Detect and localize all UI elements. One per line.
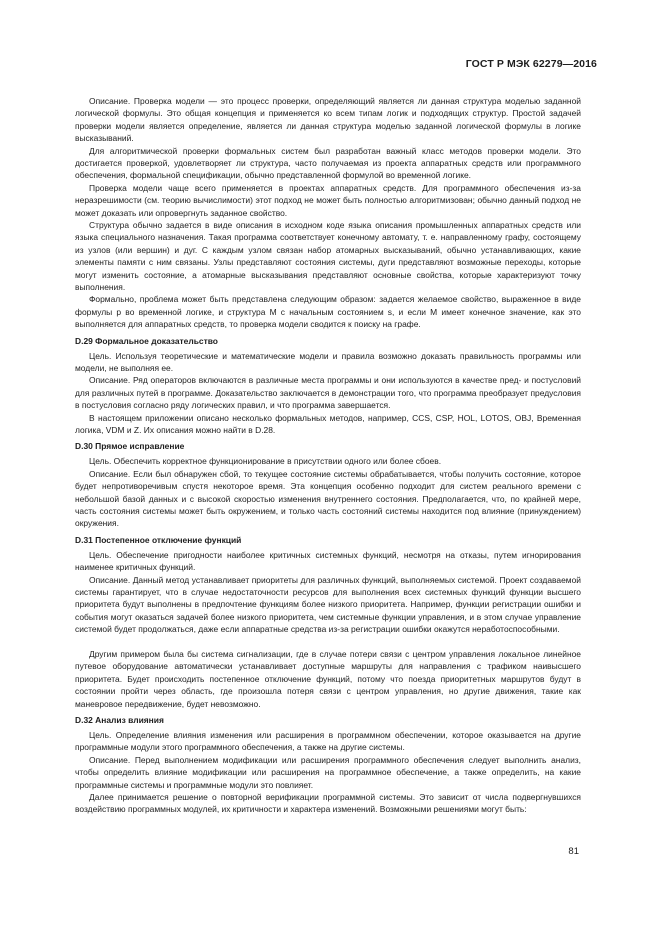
paragraph: Описание. Перед выполнением модификации или расширения программного обеспечения следует выполнить анализ, чтобы определить влияние модификации или расширения на программное обеспечение, а также определить, на какие программные системы и программные модули это повлияет. [75, 754, 581, 790]
page-number: 81 [568, 846, 579, 857]
section-heading: D.31 Постепенное отключение функций [75, 534, 242, 545]
paragraph: Для алгоритмической проверки формальных систем был разработан важный класс методов проверки модели. Это достигается проверкой, удовлетворяет ли структура, часто получаемая из проекта аппаратных средств или программного обеспечения, формальной спецификации, обычно представленной формулой во временной логике. [75, 145, 581, 181]
paragraph: Описание. Данный метод устанавливает приоритеты для различных функций, выполняемых системой. Проект создаваемой системы гарантирует, что в случае недостаточности ресурсов для выполнения всех системных функций функции высшего приоритета будут выполнены в предпочтение функциям более низкого приоритета. Например, функции регистрации ошибки и события могут оказаться задачей более низкого приоритета, чем системные функции управления, и в этом случае управление системой будет продолжаться, даже если аппаратные средства из-за регистрации ошибки окажутся неработоспособными. [75, 574, 581, 635]
paragraph: Цель. Используя теоретические и математические модели и правила возможно доказать правильность программы или модели, не выполняя ее. [75, 350, 581, 373]
section-heading: D.30 Прямое исправление [75, 441, 185, 452]
paragraph: Проверка модели чаще всего применяется в проектах аппаратных средств. Для программного обеспечения из-за неразрешимости (см. теорию вычислимости) этот подход не может быть полностью алгоритмизован; обычно данный подход не может доказать или опровергнуть заданное свойство. [75, 182, 581, 218]
paragraph: Описание. Если был обнаружен сбой, то текущее состояние системы обрабатывается, чтобы получить состояние, которое будет непротиворечивым спустя некоторое время. Эта концепция особенно подходит для систем реального времени с небольшой базой данных и с высокой скоростью изменения внутреннего состояния. Предполагается, что, по крайней мере, часть состояния системы может быть окружением, и только часть состояний системы находится под влияние (принуждением) окружения. [75, 468, 581, 529]
paragraph: Далее принимается решение о повторной верификации программной системы. Это зависит от числа подвергнувшихся воздействию программных модулей, их критичности и характера изменений. Возможными решениями могут быть: [75, 791, 581, 815]
paragraph: Описание. Проверка модели — это процесс проверки, определяющий является ли данная структура моделью заданной логической формулы. Это общая концепция и применяется ко всем типам логик и подходящих структур. Простой задачей проверки модели является определение, является ли данная структура моделью заданной логической формулы в логике высказываний. [75, 96, 581, 144]
paragraph: Структура обычно задается в виде описания в исходном коде языка описания промышленных аппаратных средств или языка специального назначения. Такая программа соответствует конечному автомату, т. е. направленному графу, состоящему из узлов (или вершин) и дуг. С каждым узлом связан набор атомарных высказываний, обычно устанавливающих, какие элементы памяти с ним связаны. Узлы представляют состояния системы, дуги представляют возможные переходы, которые могут изменить состояние, а атомарные высказывания представляют основные свойства, которые характеризуют точку выполнения. [75, 219, 581, 292]
paragraph: В настоящем приложении описано несколько формальных методов, например, CCS, CSP, HOL, LOTOS, OBJ, Временная логика, VDM и Z. Их описания можно найти в D.28. [75, 412, 581, 435]
paragraph: Цель. Определение влияния изменения или расширения в программном обеспечении, которое оказывается на другие программные модули этого программного обеспечения, а также на другие системы. [75, 729, 581, 753]
section-heading: D.32 Анализ влияния [75, 714, 164, 725]
paragraph: Цель. Обеспечить корректное функционирование в присутствии одного или более сбоев. [89, 456, 442, 467]
paragraph: Описание. Ряд операторов включаются в различные места программы и они используются в качестве пред- и постусловий для различных путей в программе. Доказательство заключается в демонстрации того, что программа преобразует предусловия в постусловия согласно ряду логических правил, и что программа завершается. [75, 375, 581, 411]
page-content [75, 95, 581, 828]
paragraph: Формально, проблема может быть представлена следующим образом: задается желаемое свойство, выраженное в виде формулы р во временной логике, и структура М с начальным состоянием s, и если М имеет конечное значение, как это выполняется для аппаратных средств, то проверка модели сводится к поиску на графе. [75, 294, 581, 330]
section-heading: D.29 Формальное доказательство [75, 335, 218, 346]
paragraph: Цель. Обеспечение пригодности наиболее критичных системных функций, несмотря на отказы, путем игнорирования наименее критичных функций. [75, 549, 581, 573]
document-standard-id: ГОСТ Р МЭК 62279—2016 [465, 58, 597, 70]
paragraph: Другим примером была бы система сигнализации, где в случае потери связи с центром управления локальное линейное путевое оборудование автоматически устанавливает доступные маршруты для направления с трафиком наивысшего приоритета. Будет происходить постепенное отключение функций, потому что поезда приоритетных маршрутов будут в состоянии пройти через область, где произошла потеря связи с центром управления, но другие движения, такие как маневровое передвижение, будет невозможно. [75, 648, 581, 709]
